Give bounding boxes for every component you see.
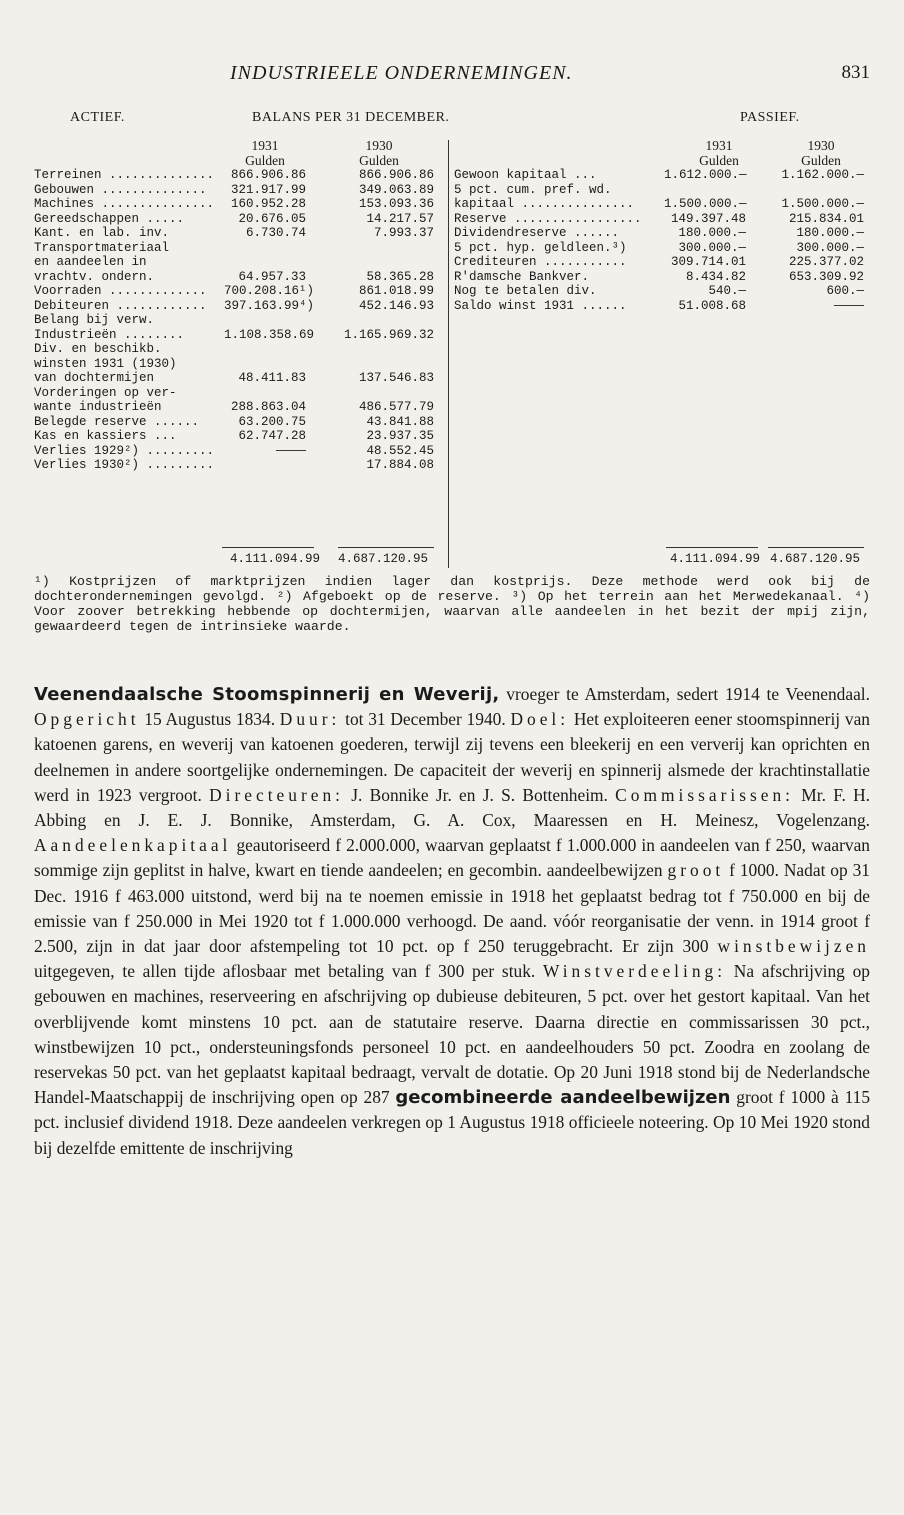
- text: geautoriseerd f 2.000.000, waarvan geplaatst f 1.000.000 in aandeelen van f 250, waarvan sommige zijn geplitst in halve, kwart en tiende aandeelen; en gecombin. aandeelbewijzen: [34, 835, 870, 881]
- value-1931: 1.108.358.69: [224, 327, 315, 342]
- balance-header-title: BALANS PER 31 DECEMBER.: [252, 110, 450, 125]
- row-label: Industrieën ........: [34, 327, 185, 342]
- running-head: [34, 62, 870, 88]
- page: [34, 0, 870, 1515]
- passief-row: [454, 168, 870, 183]
- keyword-winstverdeeling: Winstverdeeling:: [543, 961, 727, 982]
- text: vroeger te Amsterdam, sedert 1914 te Veenendaal.: [499, 684, 870, 704]
- rule: [338, 547, 434, 548]
- actief-row: [34, 255, 444, 270]
- row-label: winsten 1931 (1930): [34, 356, 177, 371]
- col-year: 1930: [365, 138, 393, 153]
- value-1930: 1.500.000.—: [781, 197, 864, 211]
- actief-row: [34, 183, 444, 198]
- value-1930: 215.834.01: [788, 211, 864, 226]
- value-1930: 43.841.88: [366, 414, 434, 429]
- running-head-title: INDUSTRIEELE ONDERNEMINGEN.: [230, 62, 573, 84]
- value-1931: 700.208.16¹): [224, 284, 315, 298]
- actief-row: [34, 168, 444, 183]
- row-label: kapitaal ...............: [454, 197, 635, 211]
- passief-row: [454, 270, 870, 285]
- col-head-passief-1931: [674, 138, 764, 168]
- row-label: Verlies 1929²) .........: [34, 443, 215, 458]
- col-year: 1931: [705, 138, 733, 153]
- value-1931: 51.008.68: [678, 298, 746, 313]
- actief-row: [34, 299, 444, 314]
- passief-row: [454, 255, 870, 270]
- value-1931: 160.952.28: [230, 197, 306, 211]
- rule: [666, 547, 758, 548]
- row-label: vrachtv. ondern.: [34, 269, 155, 284]
- value-1930: 600.—: [826, 284, 864, 298]
- text: Na afschrijving op gebouwen en machines, reserveering en afschrijving op dubieuse debiteuren, 5 pct. over het gestort kapitaal. Van het overblijvende komt minstens 10 pct. aan de statutaire reserve. Daarna directie en commissarissen 30 pct., winstbewijzen 10 pct., ondersteuningsfonds personeel 10 pct. en aandeelhouders 50 pct. Zoodra en zoolang de reservekas 50 pct. van het geplaatst kapitaal bedraagt, vervalt de dotatie. Op 20 Juni 1918 stond bij de Nederlandsche Handel-Maatschappij de inschrijving open op 287: [34, 961, 870, 1108]
- actief-row: [34, 328, 444, 343]
- col-head-actief-1931: [220, 138, 310, 168]
- row-label: van dochtermijen: [34, 371, 155, 385]
- row-label: Terreinen ..............: [34, 168, 215, 182]
- actief-row: [34, 415, 444, 430]
- row-label: Div. en beschikb.: [34, 342, 162, 356]
- value-1930: 866.906.86: [358, 168, 434, 182]
- text: Het exploiteeren eener stoomspinnerij van katoenen garens, en weverij van katoenen goederen, terwijl zij tevens een bleekerij en een ververij kan oprichten en deelnemen in andere soortgelijke ondernemingen. De capaciteit der weverij en spinnerij alsmede der krachtinstallatie werd in 1923 vergroot.: [34, 709, 870, 805]
- row-label: Gebouwen ..............: [34, 182, 207, 197]
- value-1930: 7.993.37: [373, 226, 434, 240]
- total-actief-1930: 4.687.120.95: [338, 552, 429, 566]
- col-unit: Gulden: [245, 153, 285, 168]
- row-label: Gewoon kapitaal ...: [454, 168, 597, 182]
- col-unit: Gulden: [699, 153, 739, 168]
- value-1931: 866.906.86: [230, 168, 306, 182]
- balance-header-actief: ACTIEF.: [70, 110, 125, 125]
- row-label: Gereedschappen .....: [34, 211, 185, 226]
- actief-row: [34, 400, 444, 415]
- actief-row: [34, 313, 444, 328]
- value-1931: 63.200.75: [238, 414, 306, 429]
- actief-row: [34, 371, 444, 386]
- row-label: Kas en kassiers ...: [34, 429, 177, 443]
- row-label: Debiteuren ............: [34, 298, 207, 313]
- totals-row: [34, 552, 870, 568]
- text: groot f 1000 à 115 pct. inclusief dividend 1918. Deze aandeelen verkregen op 1 Augustus 1918 officieele noteering. Op 10 Mei 1920 stond bij dezelfde emittente de inschrijving: [34, 1087, 871, 1158]
- value-1931: 397.163.99⁴): [224, 298, 315, 313]
- row-label: Machines ...............: [34, 197, 215, 211]
- value-1930: 1.162.000.—: [781, 168, 864, 182]
- value-1930: 180.000.—: [796, 226, 864, 240]
- value-1931: 309.714.01: [670, 255, 746, 269]
- page-number: 831: [841, 62, 870, 83]
- row-label: Nog te betalen div.: [454, 284, 597, 298]
- value-1931: 6.730.74: [245, 226, 306, 240]
- value-1930: 14.217.57: [366, 211, 434, 226]
- value-1931: 540.—: [708, 284, 746, 298]
- value-1930: 653.309.92: [788, 269, 864, 284]
- row-label: 5 pct. cum. pref. wd.: [454, 182, 612, 197]
- total-passief-1930: 4.687.120.95: [770, 552, 861, 566]
- value-1930: 153.093.36: [358, 197, 434, 211]
- value-1931: 1.500.000.—: [664, 197, 747, 211]
- passief-row: [454, 299, 870, 314]
- keyword-directeuren: Directeuren:: [209, 784, 344, 805]
- keyword-commissarissen: Commissarissen:: [615, 784, 795, 805]
- actief-list: [34, 168, 444, 473]
- text: f 1000. Nadat op 31 Dec. 1916 f 463.000 uitstond, werd bij na te noemen emissie in 1918 het geplaatst bedrag tot f 750.000 en bij de emissie van f 250.000 in Mei 1920 tot f 1.000.000 verhoogd. De aand. vóór reorganisatie der venn. in 1914 groot f 2.500, zijn in dat jaar door afstempeling tot 10 pct. op f 250 teruggebracht. Er zijn 300: [34, 860, 870, 957]
- value-1931: 20.676.05: [238, 211, 306, 226]
- col-year: 1931: [251, 138, 279, 153]
- value-1930: 300.000.—: [796, 240, 864, 255]
- value-1931: 180.000.—: [678, 226, 746, 240]
- passief-row: [454, 241, 870, 256]
- value-1931: 288.863.04: [230, 400, 306, 414]
- value-1930: ————: [833, 298, 864, 313]
- value-1931: 149.397.48: [670, 211, 746, 226]
- text: Mr. F. H. Abbing en J. E. J. Bonnike, Amsterdam, G. A. Cox, Maaressen en H. Meinesz, Vogelenzang.: [34, 784, 870, 831]
- company-entry: [34, 682, 870, 1161]
- text: uitgegeven, te allen tijde aflosbaar met betaling van f 300 per stuk.: [34, 961, 543, 982]
- row-label: R'damsche Bankver.: [454, 269, 590, 284]
- text: 15 Augustus 1834.: [139, 709, 280, 730]
- value-1931: 62.747.28: [238, 429, 306, 443]
- value-1930: 137.546.83: [358, 371, 434, 385]
- row-label: Transportmateriaal: [34, 240, 170, 255]
- row-label: Verlies 1930²) .........: [34, 458, 215, 472]
- passief-row: [454, 197, 870, 212]
- actief-row: [34, 226, 444, 241]
- keyword-aandeelenkapitaal: Aandeelenkapitaal: [34, 835, 232, 856]
- total-passief-1931: 4.111.094.99: [670, 552, 761, 566]
- value-1931: 300.000.—: [678, 240, 746, 255]
- row-label: Saldo winst 1931 ......: [454, 298, 627, 313]
- actief-row: [34, 386, 444, 401]
- value-1930: 23.937.35: [366, 429, 434, 443]
- value-1931: 321.917.99: [230, 182, 306, 197]
- row-label: Kant. en lab. inv.: [34, 226, 170, 240]
- value-1930: 58.365.28: [366, 269, 434, 284]
- row-label: Voorraden .............: [34, 284, 207, 298]
- actief-row: [34, 284, 444, 299]
- value-1930: 17.884.08: [366, 458, 434, 472]
- rule: [222, 547, 314, 548]
- value-1930: 486.577.79: [358, 400, 434, 414]
- col-year: 1930: [807, 138, 835, 153]
- actief-row: [34, 241, 444, 256]
- keyword-doel: Doel:: [510, 709, 570, 730]
- actief-row: [34, 197, 444, 212]
- value-1931: 8.434.82: [685, 269, 746, 284]
- keyword-winstbewijzen: winstbewijzen: [717, 936, 870, 957]
- value-1931: 48.411.83: [238, 371, 306, 385]
- col-unit: Gulden: [359, 153, 399, 168]
- value-1930: 452.146.93: [358, 298, 434, 313]
- value-1930: 225.377.02: [788, 255, 864, 269]
- col-unit: Gulden: [801, 153, 841, 168]
- row-label: en aandeelen in: [34, 255, 147, 269]
- keyword-opgericht: Opgericht: [34, 709, 140, 730]
- value-1930: 1.165.969.32: [343, 327, 434, 342]
- passief-row: [454, 212, 870, 227]
- actief-row: [34, 458, 444, 473]
- value-1930: 861.018.99: [358, 284, 434, 298]
- col-head-passief-1930: [776, 138, 866, 168]
- keyword-groot: groot: [667, 860, 725, 881]
- actief-row: [34, 270, 444, 285]
- row-label: Vorderingen op ver-: [34, 385, 177, 400]
- row-label: 5 pct. hyp. geldleen.³): [454, 240, 627, 255]
- text: J. Bonnike Jr. en J. S. Bottenheim.: [344, 784, 616, 805]
- text: tot 31 December 1940.: [340, 709, 511, 730]
- rule: [768, 547, 864, 548]
- value-1931: 1.612.000.—: [664, 168, 747, 182]
- value-1931: 64.957.33: [238, 269, 306, 284]
- total-actief-1931: 4.111.094.99: [230, 552, 321, 566]
- row-label: Belang bij verw.: [34, 313, 155, 327]
- footnotes: ¹) Kostprijzen of marktprijzen indien lager dan kostprijs. Deze methode werd ook bij de dochterondernemingen gevolgd. ²) Afgeboekt op de reserve. ³) Op het terrein aan het Merwedekanaal. ⁴) Voor zoover betrekking hebbende op dochtermijen, waarvan alle aandeelen in het bezit der mpij zijn, gewaardeerd tegen de intrinsieke waarde.: [34, 574, 870, 634]
- row-label: wante industrieën: [34, 400, 162, 414]
- balance-header: [34, 110, 870, 130]
- row-label: Crediteuren ...........: [454, 255, 627, 269]
- actief-row: [34, 429, 444, 444]
- row-label: Belegde reserve ......: [34, 414, 200, 429]
- actief-row: [34, 357, 444, 372]
- actief-row: [34, 342, 444, 357]
- company-name: Veenendaalsche Stoomspinnerij en Weverij,: [34, 684, 500, 705]
- passief-row: [454, 284, 870, 299]
- balance-header-passief: PASSIEF.: [740, 110, 800, 125]
- col-head-actief-1930: [334, 138, 424, 168]
- row-label: Reserve .................: [454, 211, 642, 226]
- actief-row: [34, 444, 444, 459]
- passief-list: [454, 168, 870, 313]
- keyword-gecombineerde: gecombineerde aandeelbewijzen: [395, 1087, 731, 1109]
- passief-row: [454, 226, 870, 241]
- value-1931: ————: [275, 443, 306, 458]
- value-1930: 349.063.89: [358, 182, 434, 197]
- passief-row: [454, 183, 870, 198]
- keyword-duur: Duur:: [279, 709, 341, 730]
- column-divider: [448, 140, 449, 568]
- actief-row: [34, 212, 444, 227]
- row-label: Dividendreserve ......: [454, 226, 620, 240]
- value-1930: 48.552.45: [366, 443, 434, 458]
